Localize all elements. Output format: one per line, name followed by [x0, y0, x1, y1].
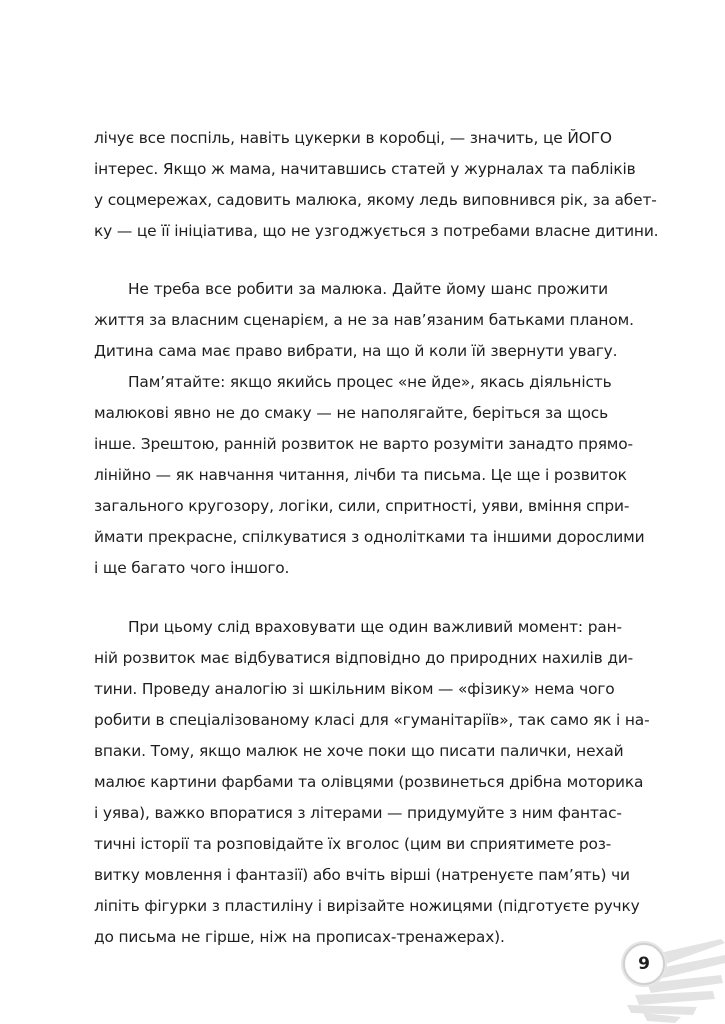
text-line: малює картини фарбами та олівцями (розвинеться дрібна моторика	[94, 773, 644, 791]
text-line: малюкові явно не до смаку — не наполягайте, беріться за щось	[94, 404, 608, 422]
text-line: ку — це її ініціатива, що не узгоджується з потребами власне дитини.	[94, 222, 659, 240]
text-line: і уява), важко впоратися з літерами — придумуйте з ним фантас-	[94, 804, 622, 822]
text-line: ліпіть фігурки з пластиліну і вирізайте ножицями (підготуєте ручку	[94, 897, 640, 915]
text-line: тини. Проведу аналогію зі шкільним віком — «фізику» нема чого	[94, 680, 615, 698]
text-line: Не треба все робити за малюка. Дайте йому шанс прожити	[128, 280, 608, 298]
text-line: життя за власним сценарієм, а не за нав’язаним батьками планом.	[94, 311, 634, 329]
text-line: і ще багато чого іншого.	[94, 559, 290, 577]
text-line: При цьому слід враховувати ще один важливий момент: ран-	[128, 618, 622, 636]
page-number-badge	[617, 933, 725, 1024]
text-line: Дитина сама має право вибрати, на що й коли їй звернути увагу.	[94, 342, 618, 360]
text-line: впаки. Тому, якщо малюк не хоче поки що писати палички, нехай	[94, 742, 624, 760]
streak-shape	[643, 1013, 681, 1023]
text-line: ймати прекрасне, спілкуватися з однолітками та іншими дорослими	[94, 528, 645, 546]
text-line: інтерес. Якщо ж мама, начитавшись статей у журналах та пабліків	[94, 160, 636, 178]
streak-shape	[627, 1005, 697, 1015]
text-line: витку мовлення і фантазії) або вчіть вірші (натренуєте пам’ять) чи	[94, 866, 630, 884]
text-line: загального кругозору, логіки, сили, спритності, уяви, вміння спри-	[94, 497, 630, 515]
text-line: Пам’ятайте: якщо якийсь процес «не йде», якась діяльність	[128, 373, 612, 391]
text-line: до письма не гірше, ніж на прописах-тренажерах).	[94, 928, 505, 946]
text-line: тичні історії та розповідайте їх вголос (цим ви сприятимете роз-	[94, 835, 612, 853]
text-line: лінійно — як навчання читання, лічби та письма. Це ще і розвиток	[94, 466, 627, 484]
page-number: 9	[638, 954, 650, 974]
streak-shape	[635, 991, 715, 1005]
text-line: інше. Зрештою, ранній розвиток не варто розуміти занадто прямо-	[94, 435, 633, 453]
text-line: ній розвиток має відбуватися відповідно до природних нахилів ди-	[94, 649, 634, 667]
text-line: робити в спеціалізованому класі для «гуманітаріїв», так само як і на-	[94, 711, 650, 729]
text-line: у соцмережах, садовить малюка, якому ледь виповнився рік, за абет-	[94, 191, 657, 209]
text-line: лічує все поспіль, навіть цукерки в коробці, — значить, це ЙОГО	[94, 129, 612, 147]
